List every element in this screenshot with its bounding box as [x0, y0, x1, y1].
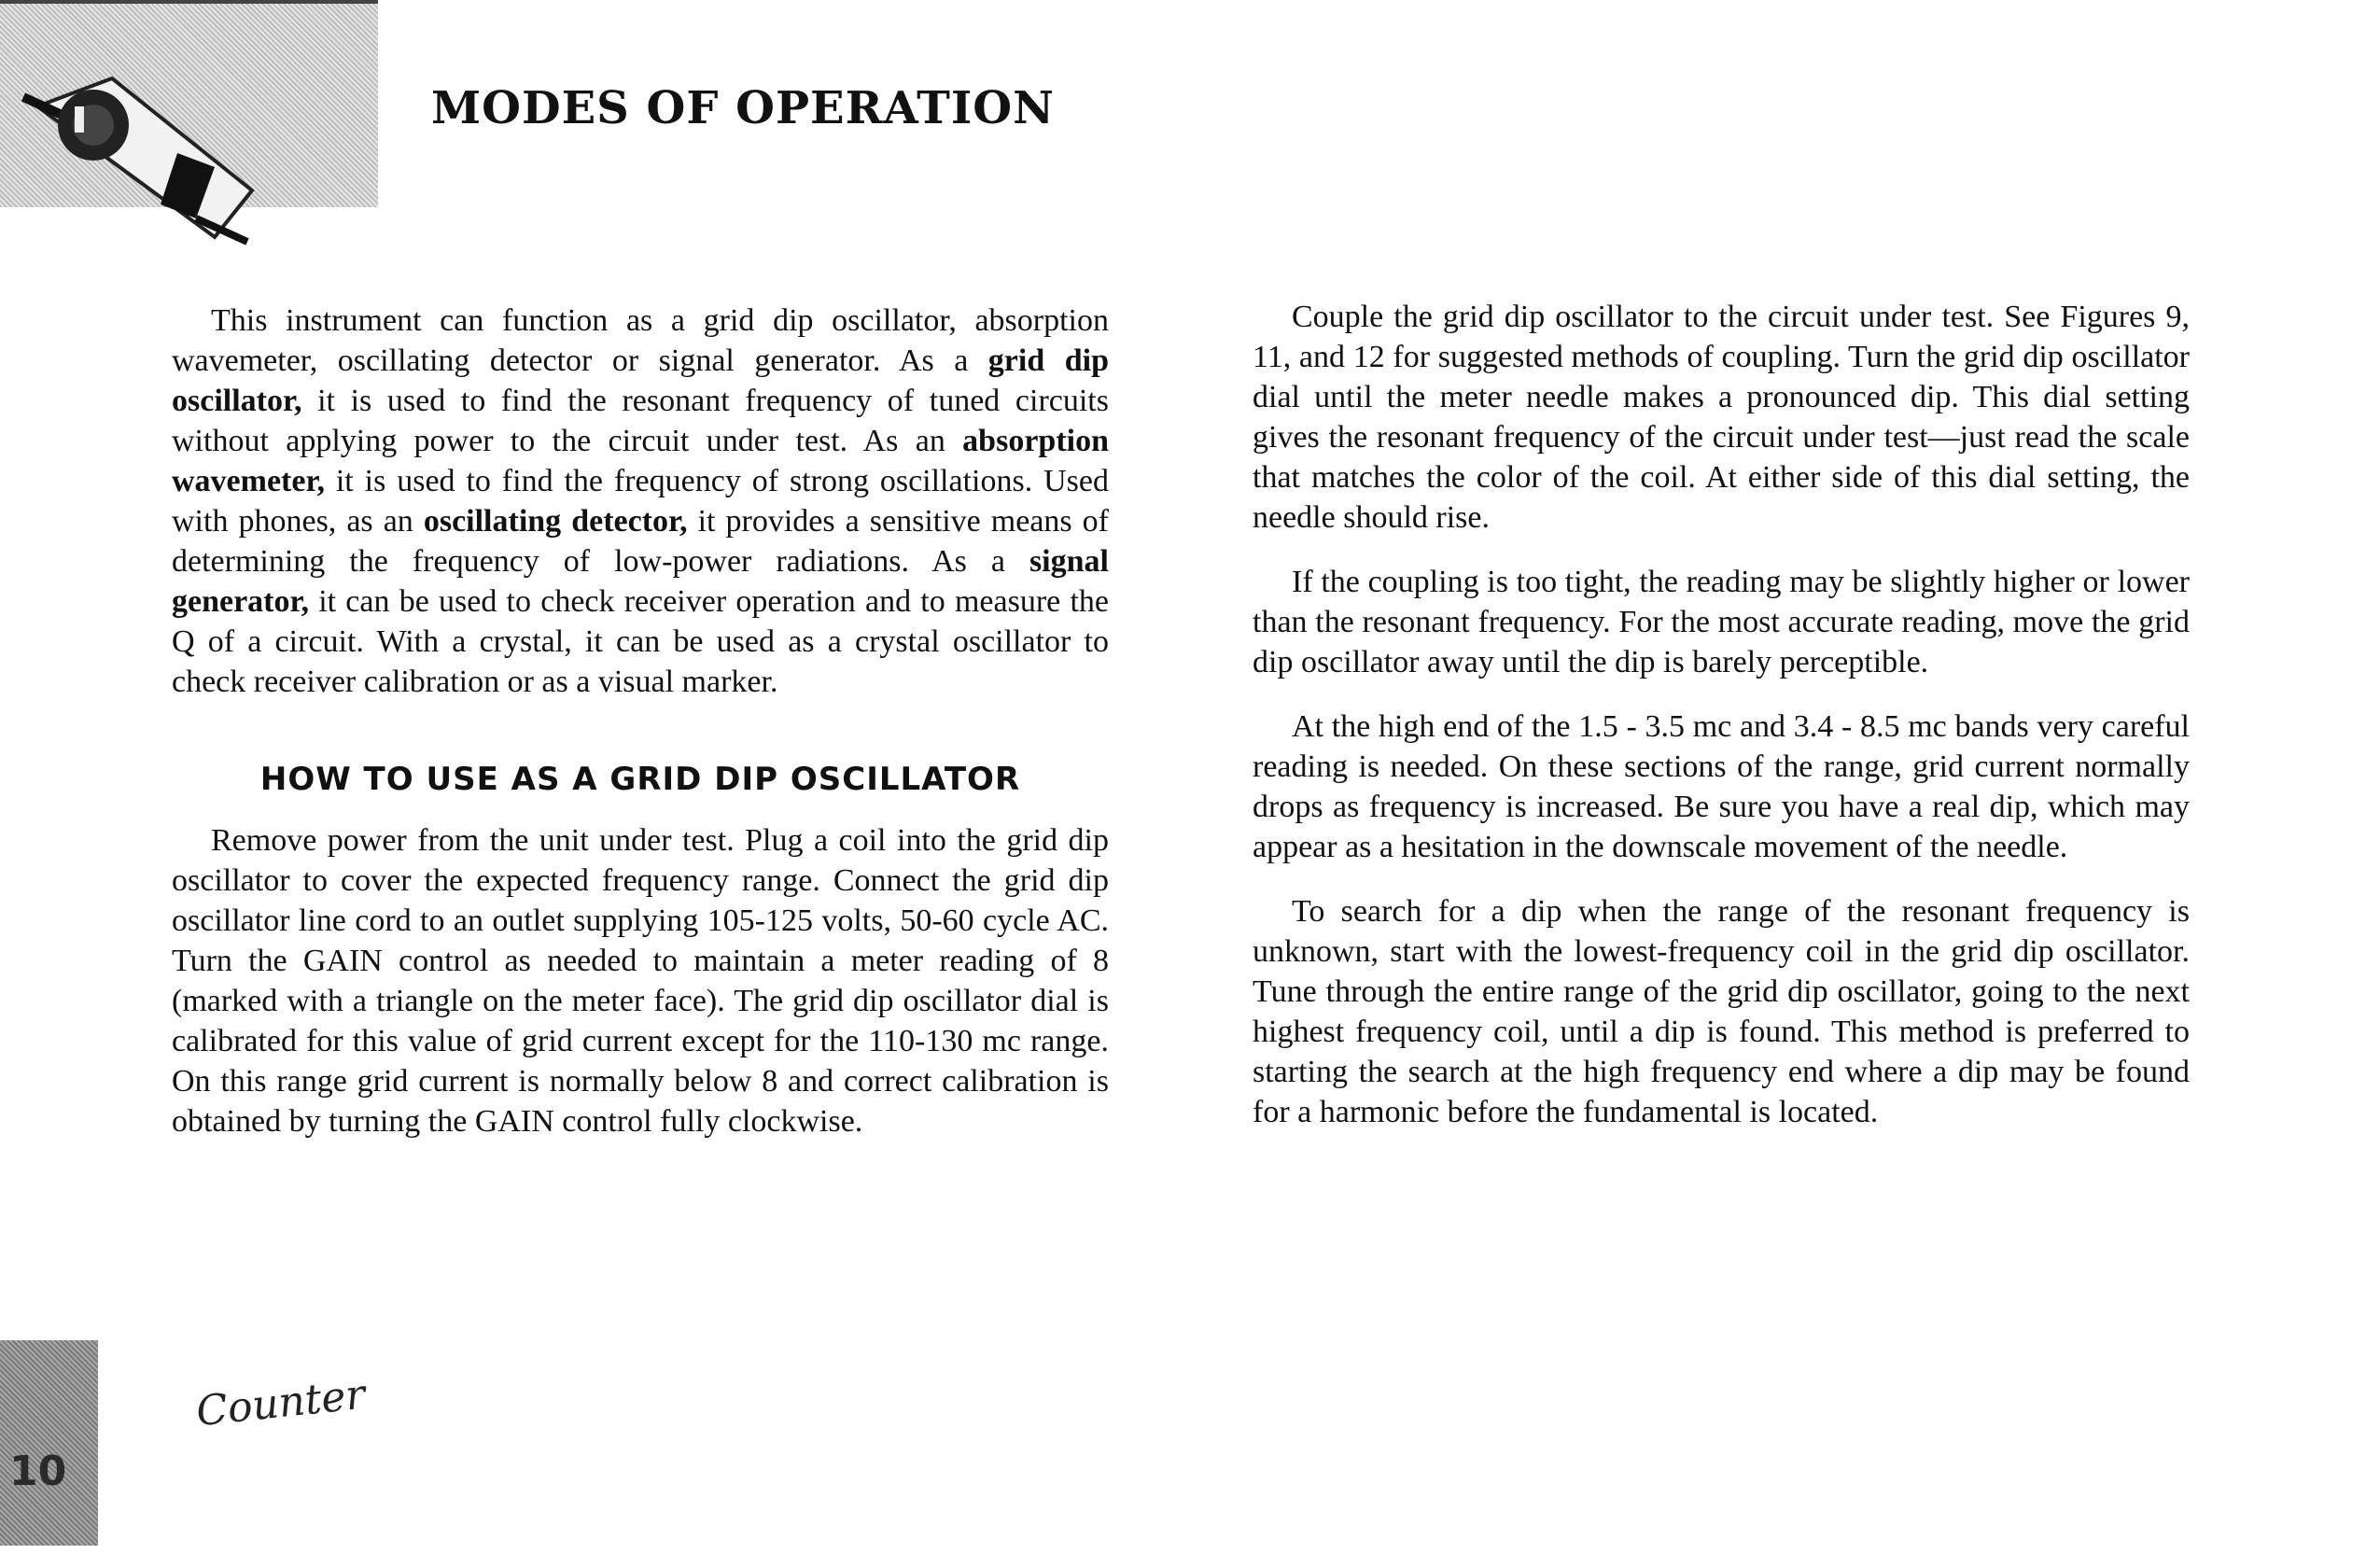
handwritten-note: Counter — [193, 1370, 368, 1436]
term-grid-dip-oscillator: grid dip oscillator, — [172, 343, 1109, 418]
intro-text: it provides a sensitive means of determining the frequency of low-power radiations. As a — [172, 504, 1110, 579]
term-absorption-wavemeter: absorption wavemeter, — [172, 424, 1109, 498]
paragraph-tight-coupling: If the coupling is too tight, the reading may be slightly higher or lower than the resonant frequency. For the most accurate reading, move the grid dip oscillator away until the dip is barely perceptible. — [1253, 565, 2190, 679]
header-photo-grid-dip-oscillator — [0, 0, 378, 207]
paragraph-coupling: Couple the grid dip oscillator to the circuit under test. See Figures 9, 11, and 12 for suggested methods of coupling. Turn the grid dip oscillator dial until the meter needle makes a pronounced dip. This dial setting gives the resonant frequency of the circuit under test—just read the scale that matches the color of the coil. At either side of this dial setting, the needle should rise. — [1253, 300, 2190, 535]
left-column — [172, 301, 1109, 1141]
intro-text: it is used to find the frequency of strong oscillations. Used with phones, as an — [172, 464, 1109, 539]
intro-text: This instrument can function as a grid dip oscillator, absorption wavemeter, oscillating detector or signal generator. As a — [172, 303, 1109, 378]
section-heading: HOW TO USE AS A GRID DIP OSCILLATOR — [259, 761, 1021, 798]
term-signal-generator: signal generator, — [172, 544, 1109, 619]
grid-dip-oscillator-icon — [0, 4, 378, 246]
right-column — [1253, 297, 2190, 1156]
intro-text: it is used to find the resonant frequency of tuned circuits without applying power to the circuit under test. As an — [172, 384, 1109, 458]
page-number: 10 — [9, 1448, 67, 1495]
section-paragraph: Remove power from the unit under test. Plug a coil into the grid dip oscillator to cover the expected frequency range. Connect the grid dip oscillator line cord to an outlet supplying 105-125 volts, 50-60 cycle AC. Turn the GAIN control as needed to maintain a meter reading of 8 (marked with a triangle on the meter face). The grid dip oscillator dial is calibrated for this value of grid current except for the 110-130 mc range. On this range grid current is normally below 8 and correct calibration is obtained by turning the GAIN control fully clockwise. — [172, 823, 1109, 1139]
paragraph-high-end: At the high end of the 1.5 - 3.5 mc and 3.4 - 8.5 mc bands very careful reading is needed. On these sections of the range, grid current normally drops as frequency is increased. Be sure you have a real dip, which may appear as a hesitation in the downscale movement of the needle. — [1253, 709, 2190, 864]
page-tab — [0, 1340, 98, 1546]
paragraph-search: To search for a dip when the range of the resonant frequency is unknown, start with the lowest-frequency coil in the grid dip oscillator. Tune through the entire range of the grid dip oscillator, going to the next highest frequency coil, until a dip is found. This method is preferred to starting the search at the high frequency end where a dip may be found for a harmonic before the fundamental is located. — [1253, 894, 2190, 1129]
page-title: MODES OF OPERATION — [431, 82, 1055, 134]
intro-text: it can be used to check receiver operation and to measure the Q of a circuit. With a crystal, it can be used as a crystal oscillator to check receiver calibration or as a visual marker. — [172, 584, 1109, 699]
term-oscillating-detector: oscillating detector, — [423, 504, 688, 539]
intro-paragraph — [172, 301, 1109, 702]
